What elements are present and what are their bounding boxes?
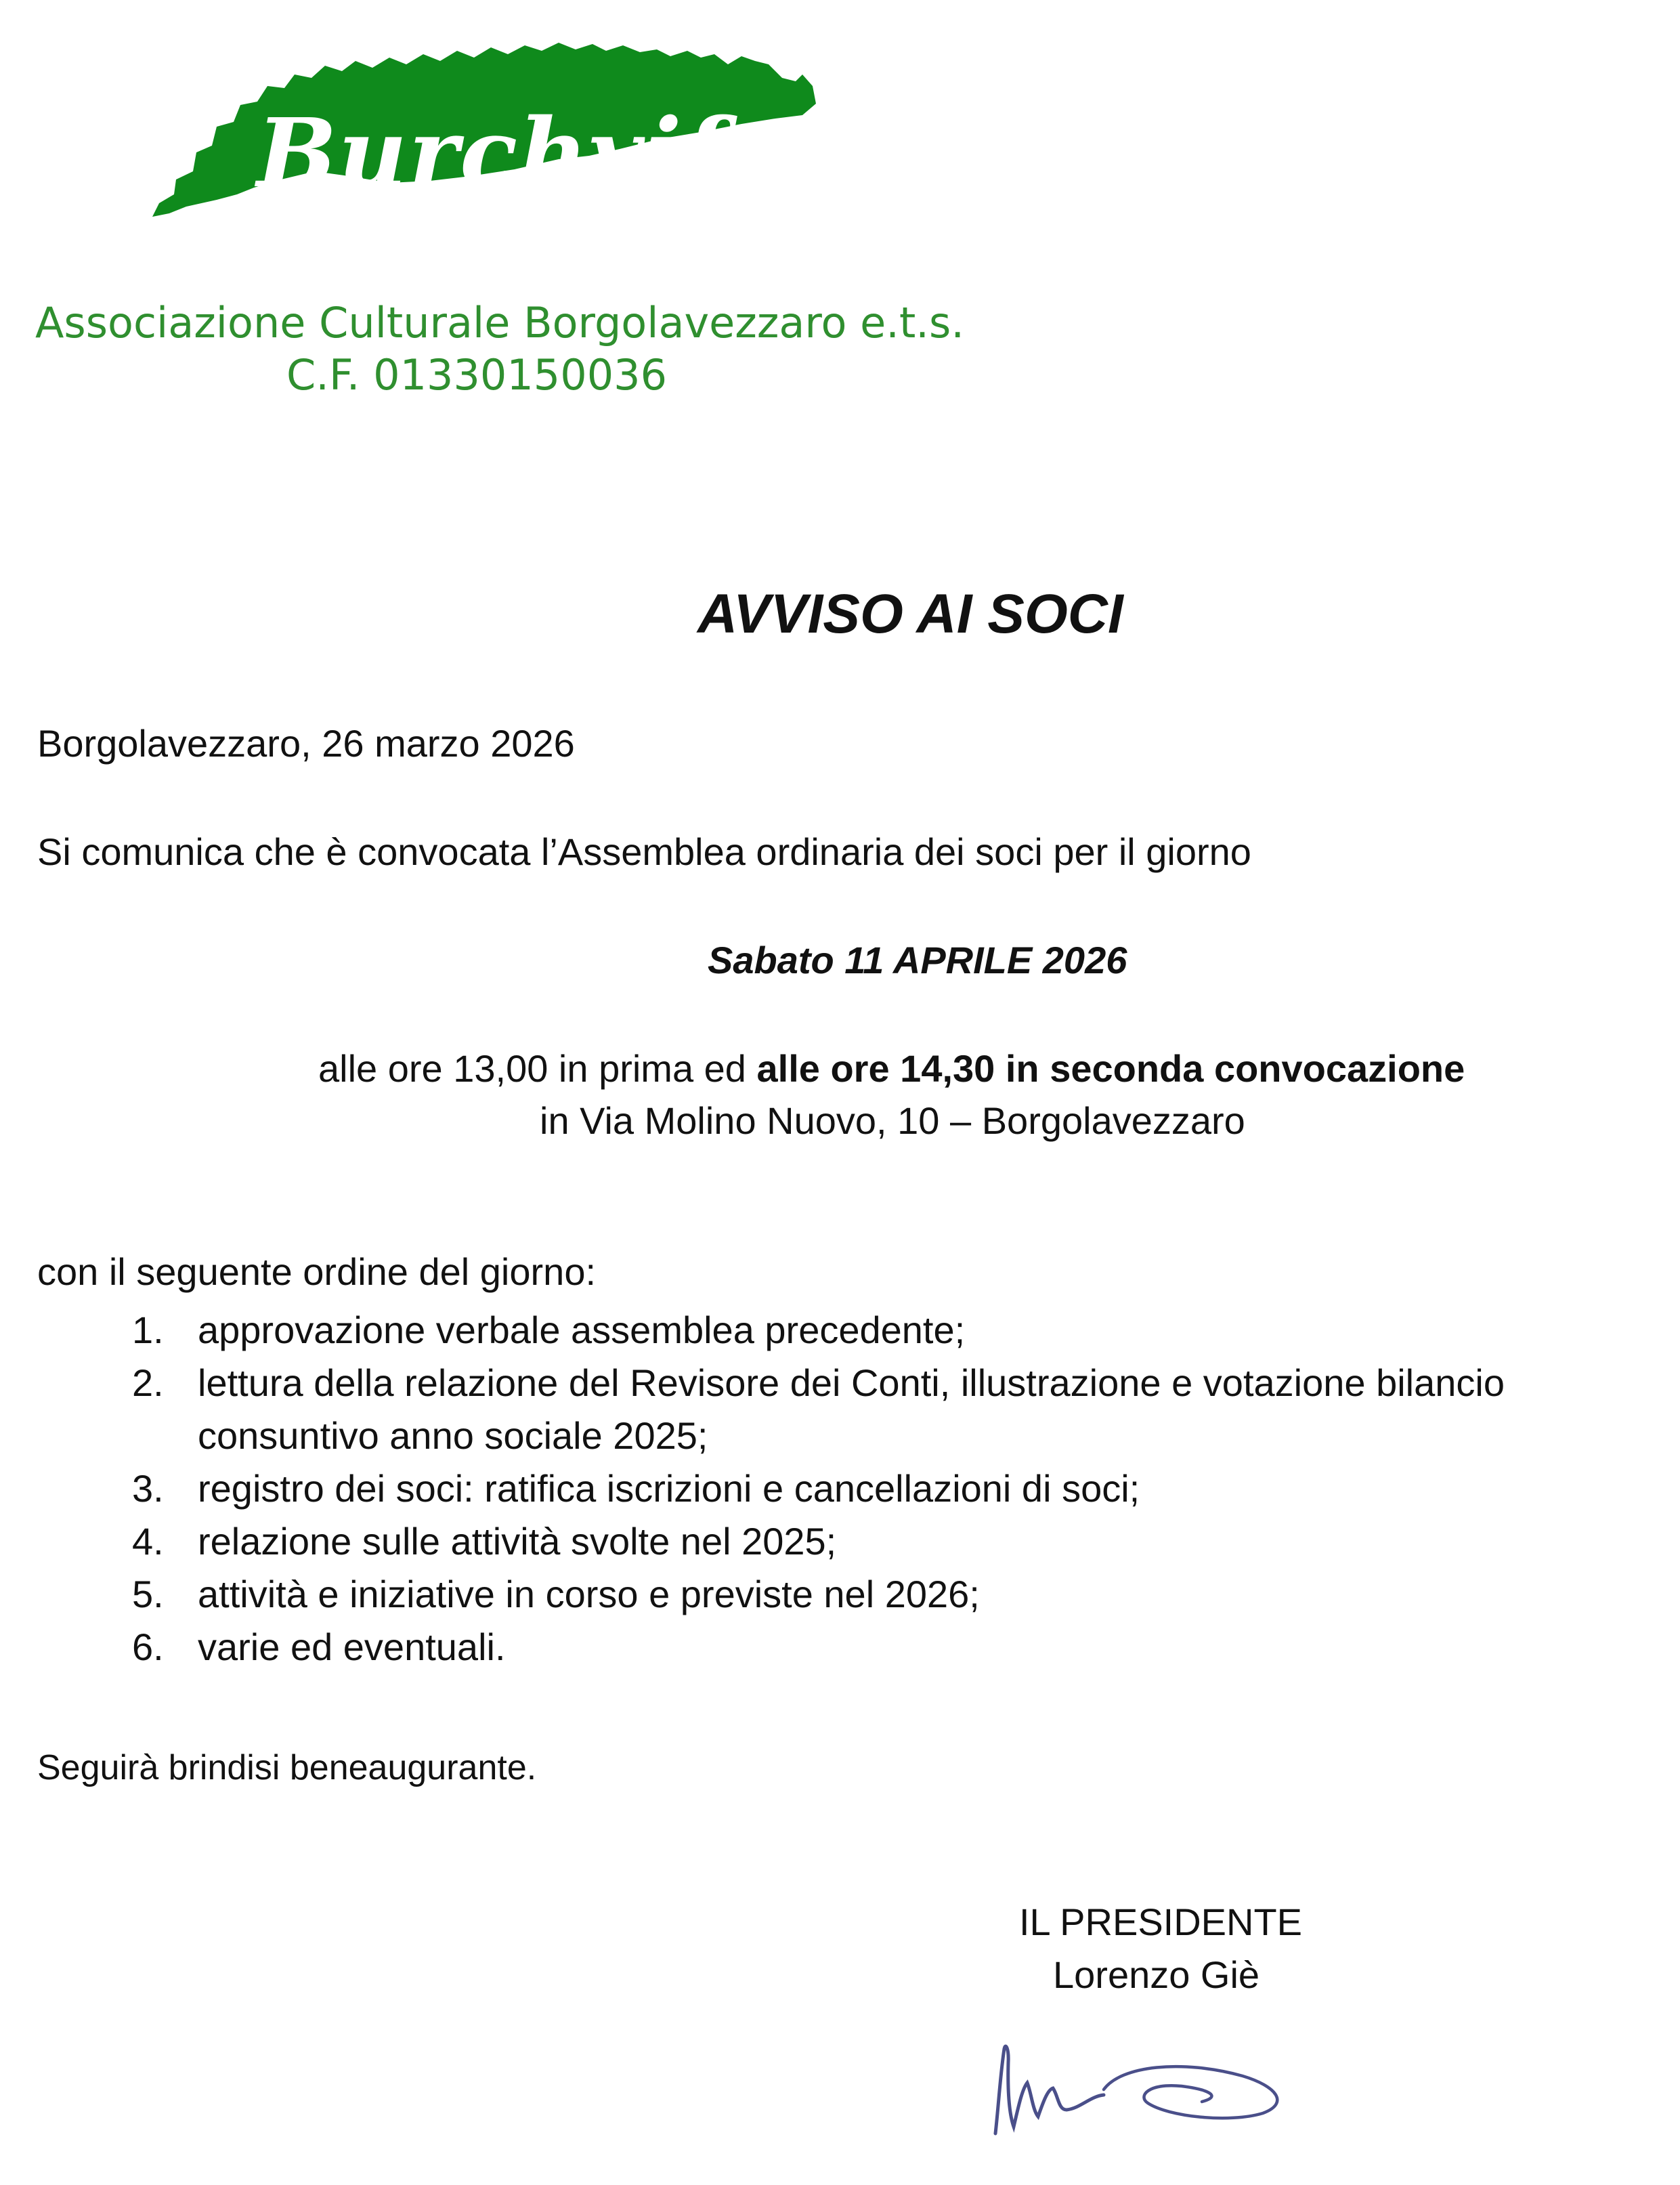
agenda-item	[132, 1568, 1656, 1621]
president-title: IL PRESIDENTE	[1019, 1901, 1303, 1943]
agenda-item-number: 4.	[132, 1520, 164, 1563]
agenda-item-text: attività e iniziative in corso e previste nel 2026;	[198, 1573, 980, 1615]
agenda-item-number: 1.	[132, 1309, 164, 1351]
agenda-item-text: approvazione verbale assemblea precedente;	[198, 1309, 966, 1351]
agenda-item-number: 6.	[132, 1626, 164, 1668]
agenda-item-text: registro dei soci: ratifica iscrizioni e cancellazioni di soci;	[198, 1467, 1140, 1510]
agenda-item-text: varie ed eventuali.	[198, 1626, 506, 1668]
agenda-item-number: 5.	[132, 1573, 164, 1615]
convocation-intro: Si comunica che è convocata l’Assemblea ordinaria dei soci per il giorno	[37, 830, 1251, 873]
logo-wordmark: Burchvif	[257, 98, 725, 209]
second-call-time: alle ore 14,30 in seconda convocazione	[756, 1047, 1465, 1090]
agenda-item-number: 3.	[132, 1467, 164, 1510]
agenda-item-number: 2.	[132, 1361, 164, 1404]
agenda-item	[132, 1462, 1656, 1515]
place-and-date: Borgolavezzaro, 26 marzo 2026	[37, 722, 575, 765]
meeting-date: Sabato 11 APRILE 2026	[708, 939, 1127, 981]
meeting-location: in Via Molino Nuovo, 10 – Borgolavezzaro	[540, 1099, 1245, 1142]
agenda-list	[132, 1304, 1656, 1674]
president-name: Lorenzo Giè	[1053, 1953, 1260, 1996]
agenda-item-text: lettura della relazione del Revisore dei Conti, illustrazione e votazione bilancio consuntivo anno sociale 2025;	[198, 1361, 1505, 1457]
handwritten-signature	[978, 2001, 1310, 2150]
meeting-times	[318, 1046, 1465, 1090]
agenda-item	[132, 1304, 1656, 1357]
first-call-time: alle ore 13,00 in prima ed	[318, 1047, 757, 1090]
association-name: Associazione Culturale Borgolavezzaro e.t.s.	[35, 298, 965, 347]
association-logo	[146, 37, 836, 295]
agenda-item	[132, 1357, 1656, 1462]
tax-code: C.F. 01330150036	[286, 350, 668, 400]
closing-note: Seguirà brindisi beneaugurante.	[37, 1748, 537, 1787]
notice-title: AVVISO AI SOCI	[697, 583, 1123, 645]
agenda-item-text: relazione sulle attività svolte nel 2025;	[198, 1520, 837, 1563]
agenda-item	[132, 1621, 1656, 1674]
agenda-intro: con il seguente ordine del giorno:	[37, 1250, 597, 1293]
agenda-item	[132, 1515, 1656, 1568]
